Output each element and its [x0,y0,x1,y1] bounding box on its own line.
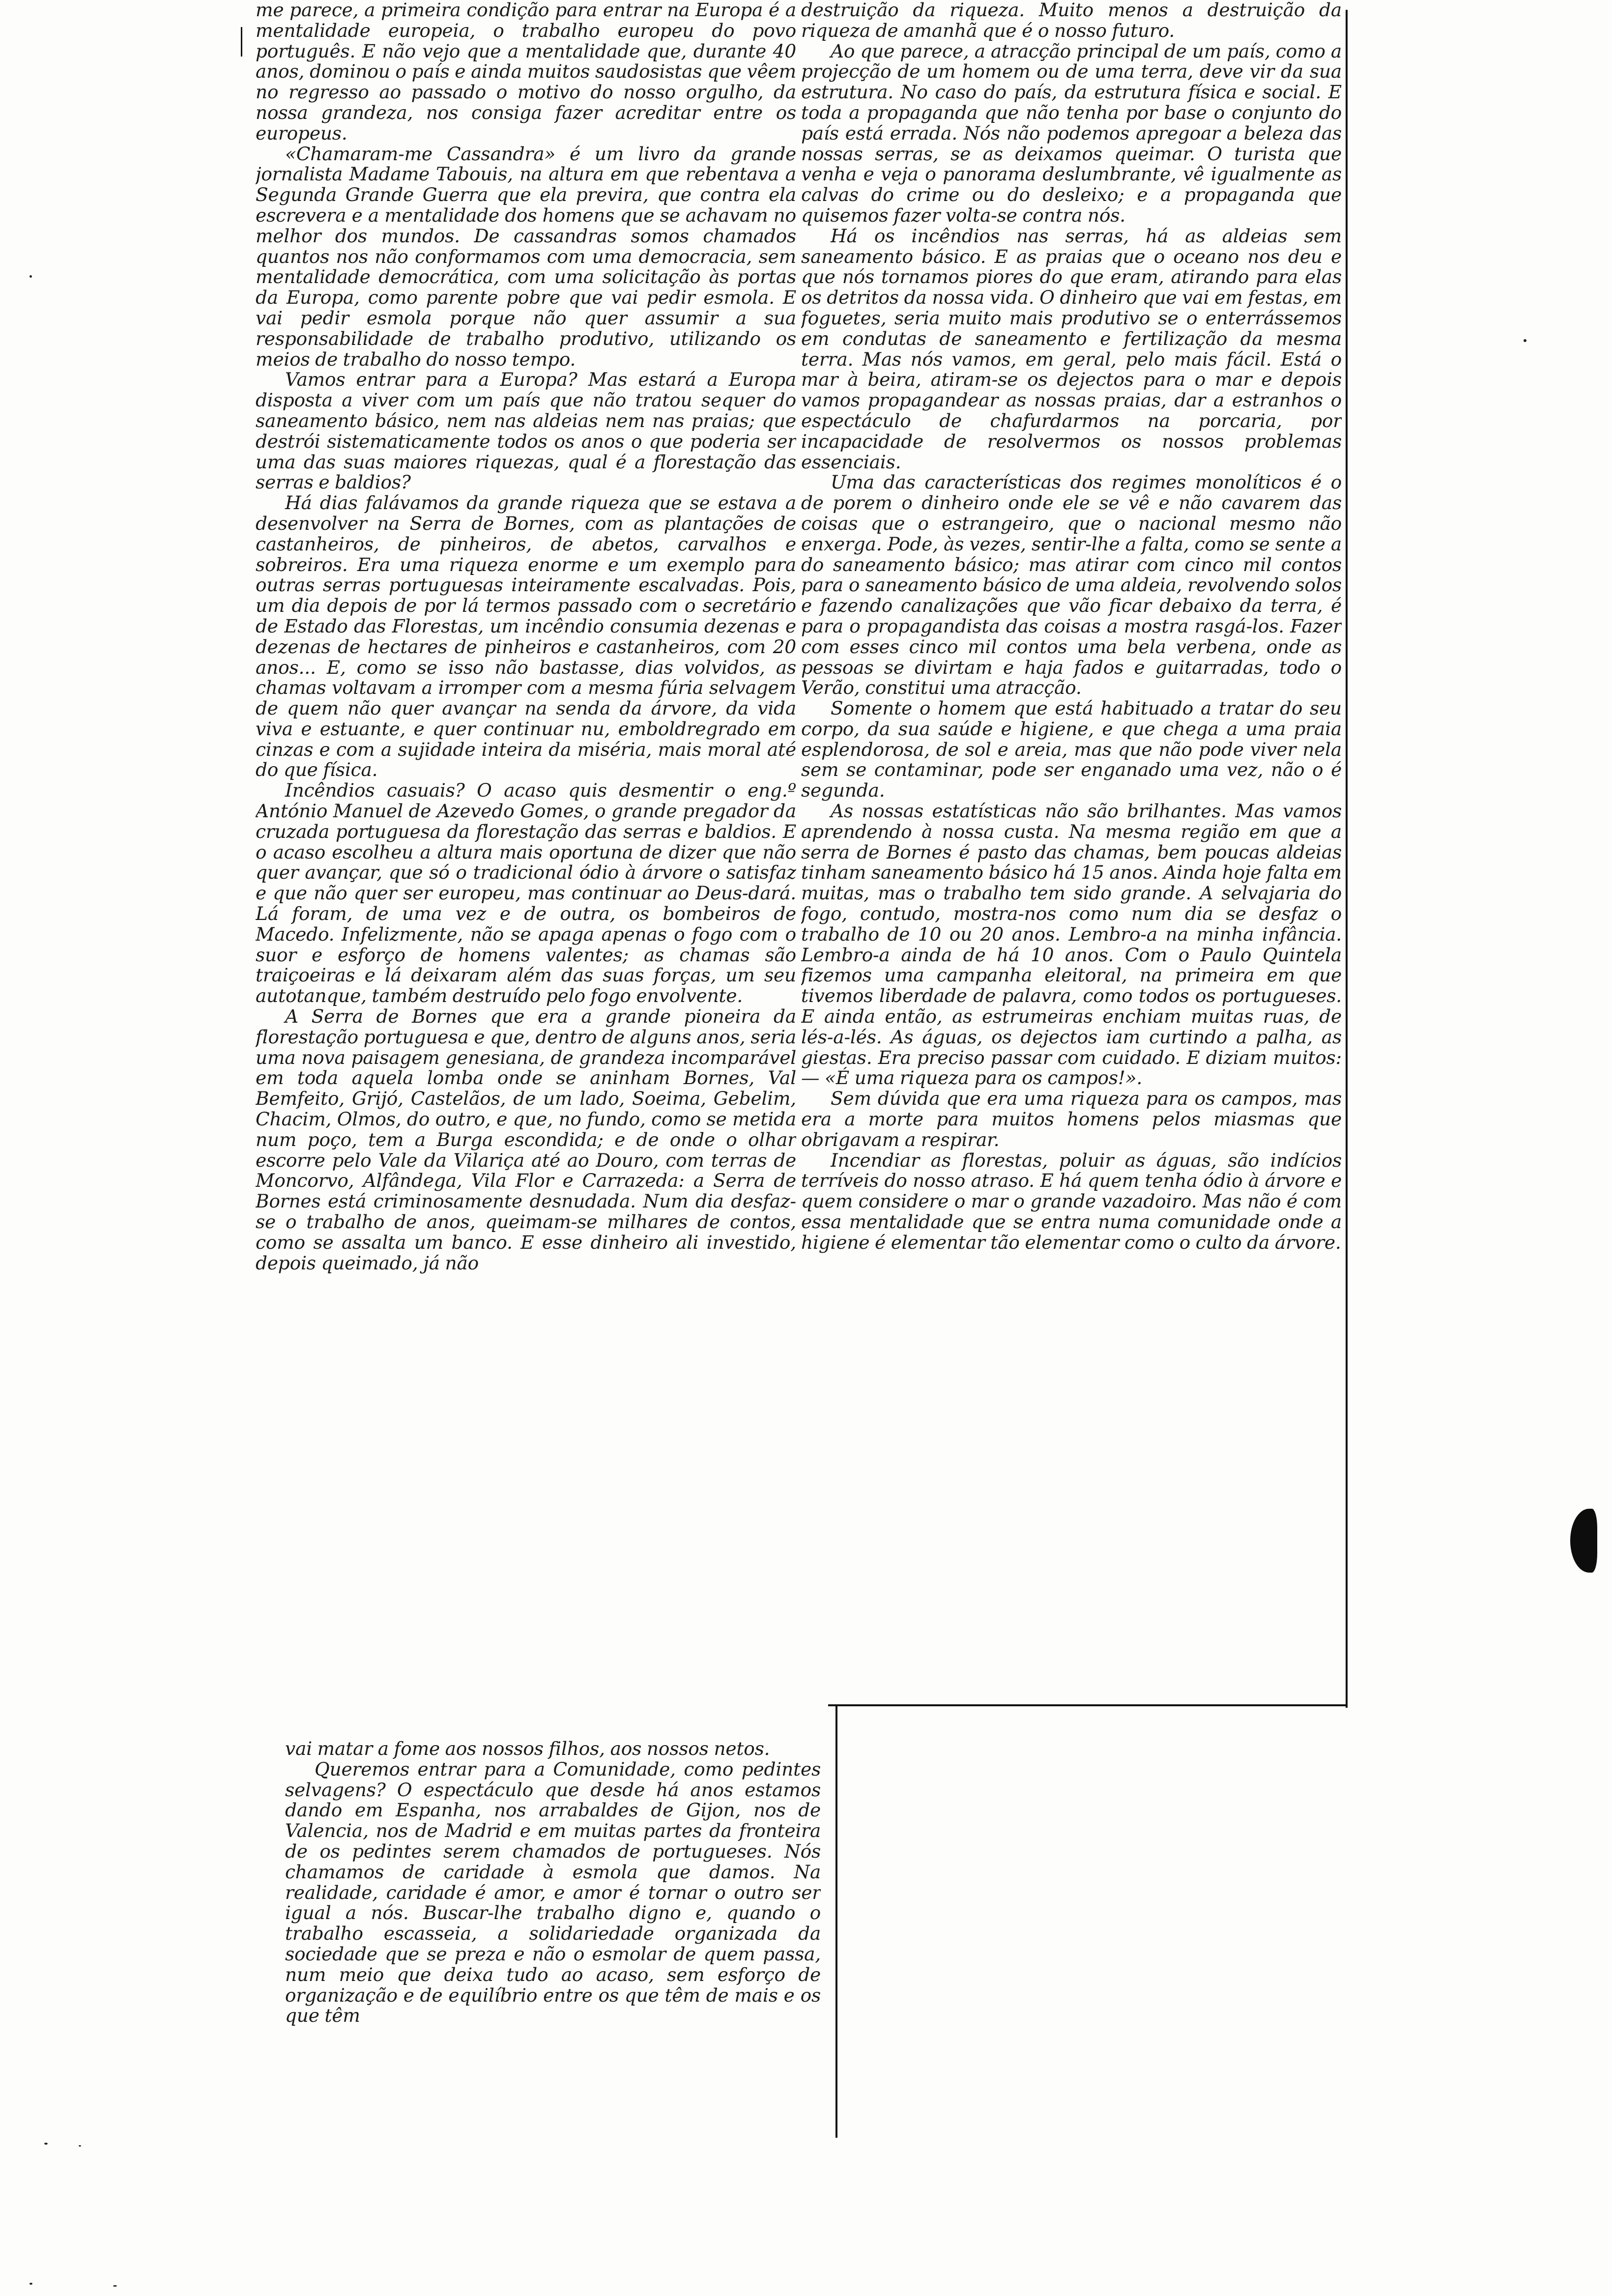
paragraph: Vamos entrar para a Europa? Mas estará a Europa disposta a viver com um país que não tratou sequer do saneamento básico, nem nas aldeias nem nas praias; que destrói sistematicamente todos os anos o que poderia ser uma das suas maiores riquezas, qual é a florestação das serras e baldios? [256,369,796,493]
column-rule-horizontal [828,1704,1347,1706]
column-rule-vertical-bottom [835,1705,837,2138]
paragraph: A Serra de Bornes que era a grande pioneira da florestação portuguesa e que, dentro de alguns anos, seria uma nova paisagem genesiana, de grandeza incomparável em toda aquela lomba onde se aninham Bornes, Val Bemfeito, Grijó, Castelãos, de um lado, Soeima, Gebelim, Chacim, Olmos, do outro, e que, no fundo, como se metida num poço, tem a Burga escondida; e de onde o olhar escorre pelo Vale da Vilariça até ao Douro, com terras de Moncorvo, Alfândega, Vila Flor e Carrazeda: a Serra de Bornes está criminosamente desnudada. Num dia desfaz-se o trabalho de anos, queimam-se milhares de contos, como se assalta um banco. E esse dinheiro ali investido, depois queimado, já não [256,1005,796,1274]
paragraph: Uma das características dos regimes monolíticos é o de porem o dinheiro onde ele se vê e não cavarem das coisas que o estrangeiro, que o nacional mesmo não enxerga. Pode, às vezes, sentir-lhe a falta, como se sente a do saneamento básico; mas atirar com cinco mil contos para o saneamento básico de uma aldeia, revolvendo solos e fazendo canalizações que vão ficar debaixo da terra, é para o propagandista das coisas a mostra rasgá-los. Fazer com esses cinco mil contos uma bela verbena, onde as pessoas se divirtam e haja fados e guitarradas, todo o Verão, constitui uma atracção. [801,471,1342,699]
paragraph: Há os incêndios nas serras, há as aldeias sem saneamento básico. E as praias que o oceano nos deu e que nós tornamos piores do que eram, atirando para elas os detritos da nossa vida. O dinheiro que vai em festas, em foguetes, seria muito mais produtivo se o enterrássemos em condutas de saneamento e fertilização da mesma terra. Mas nós vamos, em geral, pelo mais fácil. Está o mar à beira, atiram-se os dejectos para o mar e depois vamos propagandear as nossas praias, dar a estranhos o espectáculo de chafurdarmos na porcaria, por incapacidade de resolvermos os nossos problemas essenciais. [801,225,1342,473]
paragraph: Sem dúvida que era uma riqueza para os campos, mas era a morte para muitos homens pelos miasmas que obrigavam a respirar. [801,1088,1342,1150]
paragraph: vai matar a fome aos nossos filhos, aos nossos netos. [285,1739,770,1759]
scan-speck [29,275,32,278]
paragraph: Incêndios casuais? O acaso quis desmentir o eng.º António Manuel de Azevedo Gomes, o grande pregador da cruzada portuguesa da florestação das serras e baldios. E o acaso escolheu a altura mais oportuna de dizer que não quer avançar, que só o tradicional ódio à árvore o satisfaz e que não quer ser europeu, mas continuar ao Deus-dará. Lá foram, de uma vez e de outra, os bombeiros de Macedo. Infelizmente, não se apaga apenas o fogo com o suor e esforço de homens valentes; as chamas são traiçoeiras e lá deixaram além das suas forças, um seu autotanque, também destruído pelo fogo envolvente. [256,779,796,1007]
column-rule-vertical [1346,10,1348,1708]
article-column-continuation [285,1739,821,2105]
scan-speck [113,2285,117,2287]
scan-speck [79,2145,81,2147]
paragraph: Há dias falávamos da grande riqueza que se estava a desenvolver na Serra de Bornes, com as plantações de castanheiros, de pinheiros, de abetos, carvalhos e sobreiros. Era uma riqueza enorme e um exemplo para outras serras portuguesas inteiramente escalvadas. Pois, um dia depois de por lá termos passado com o secretário de Estado das Florestas, um incêndio consumia dezenas e dezenas de hectares de pinheiros e castanheiros, com 20 anos... E, como se isso não bastasse, dias volvidos, as chamas voltavam a irromper com a mesma fúria selvagem de quem não quer avançar na senda da árvore, da vida viva e estuante, e quer continuar nu, emboldregrado em cinzas e com a sujidade inteira da miséria, mais moral até do que física. [256,492,796,781]
paragraph: destruição da riqueza. Muito menos a destruição da riqueza de amanhã que é o nosso futuro. [801,0,1342,41]
paragraph: «Chamaram-me Cassandra» é um livro da grande jornalista Madame Tabouis, na altura em que rebentava a Segunda Grande Guerra que ela previra, que contra ela escrevera e a mentalidade dos homens que se achavam no melhor dos mundos. De cassandras somos chamados quantos nos não conformamos com uma democracia, sem mentalidade democrática, com uma solicitação às portas da Europa, como parente pobre que vai pedir esmola. E vai pedir esmola porque não quer assumir a sua responsabilidade de trabalho produtivo, utilizando os meios de trabalho do nosso tempo. [256,143,796,370]
paragraph: Ao que parece, a atracção principal de um país, como a projecção de um homem ou de uma terra, deve vir da sua estrutura. No caso do país, da estrutura física e social. E toda a propaganda que não tenha por base o conjunto do país está errada. Nós não podemos apregoar a beleza das nossas serras, se as deixamos queimar. O turista que venha e veja o panorama deslumbrante, vê igualmente as calvas do crime ou do desleixo; e a propaganda que quisemos fazer volta-se contra nós. [801,40,1342,226]
paragraph: Somente o homem que está habituado a tratar do seu corpo, da sua saúde e higiene, e que chega a uma praia esplendorosa, de sol e areia, mas que não pode viver nela sem se contaminar, pode ser enganado uma vez, não o é segunda. [801,697,1342,802]
paragraph: Queremos entrar para a Comunidade, como pedintes selvagens? O espectáculo que desde há anos estamos dando em Espanha, nos arrabaldes de Gijon, nos de Valencia, nos de Madrid e em muitas partes da fronteira de os pedintes serem chamados de portugueses. Nós chamamos de caridade à esmola que damos. Na realidade, caridade é amor, e amor é tornar o outro ser igual a nós. Buscar-lhe trabalho digno e, quando o trabalho escasseia, a solidariedade organizada da sociedade que se preza e não o esmolar de quem passa, num meio que deixa tudo ao acaso, sem esforço de organização e de equilíbrio entre os que têm de mais e os que têm [285,1758,821,2027]
column-margin-mark [241,27,242,57]
paragraph: As nossas estatísticas não são brilhantes. Mas vamos aprendendo à nossa custa. Na mesma região em que a serra de Bornes é pasto das chamas, bem poucas aldeias tinham saneamento básico há 15 anos. Ainda hoje falta em muitas, mas o trabalho tem sido grande. A selvajaria do fogo, contudo, mostra-nos como num dia se desfaz o trabalho de 10 ou 20 anos. Lembro-a na minha infância. Lembro-a ainda de há 10 anos. Com o Paulo Quintela fizemos uma campanha eleitoral, na primeira em que tivemos liberdade de palavra, como todos os portugueses. E ainda então, as estrumeiras enchiam muitas ruas, de lés-a-lés. As águas, os dejectos iam curtindo a palha, as giestas. Era preciso passar com cuidado. E diziam muitos: — «É uma riqueza para os campos!». [801,800,1342,1089]
scan-speck [44,2143,48,2145]
scan-speck [29,2283,32,2285]
article-column-right [801,0,1342,1700]
article-column-left [256,0,796,1735]
paragraph: me parece, a primeira condição para entrar na Europa é a mentalidade europeia, o trabalho europeu do povo português. E não vejo que a mentalidade que, durante 40 anos, dominou o país e ainda muitos saudosistas que vêem no regresso ao passado o motivo do nosso orgulho, da nossa grandeza, nos consiga fazer acreditar entre os europeus. [256,0,796,144]
scan-blot [1570,1509,1597,1573]
scan-speck [1524,339,1526,342]
paragraph: Incendiar as florestas, poluir as águas, são indícios terríveis do nosso atraso. E há quem tenha ódio à árvore e quem considere o mar o grande vazadoiro. Mas não é com essa mentalidade que se entra numa comunidade onde a higiene é elementar tão elementar como o culto da árvore. [801,1149,1342,1253]
